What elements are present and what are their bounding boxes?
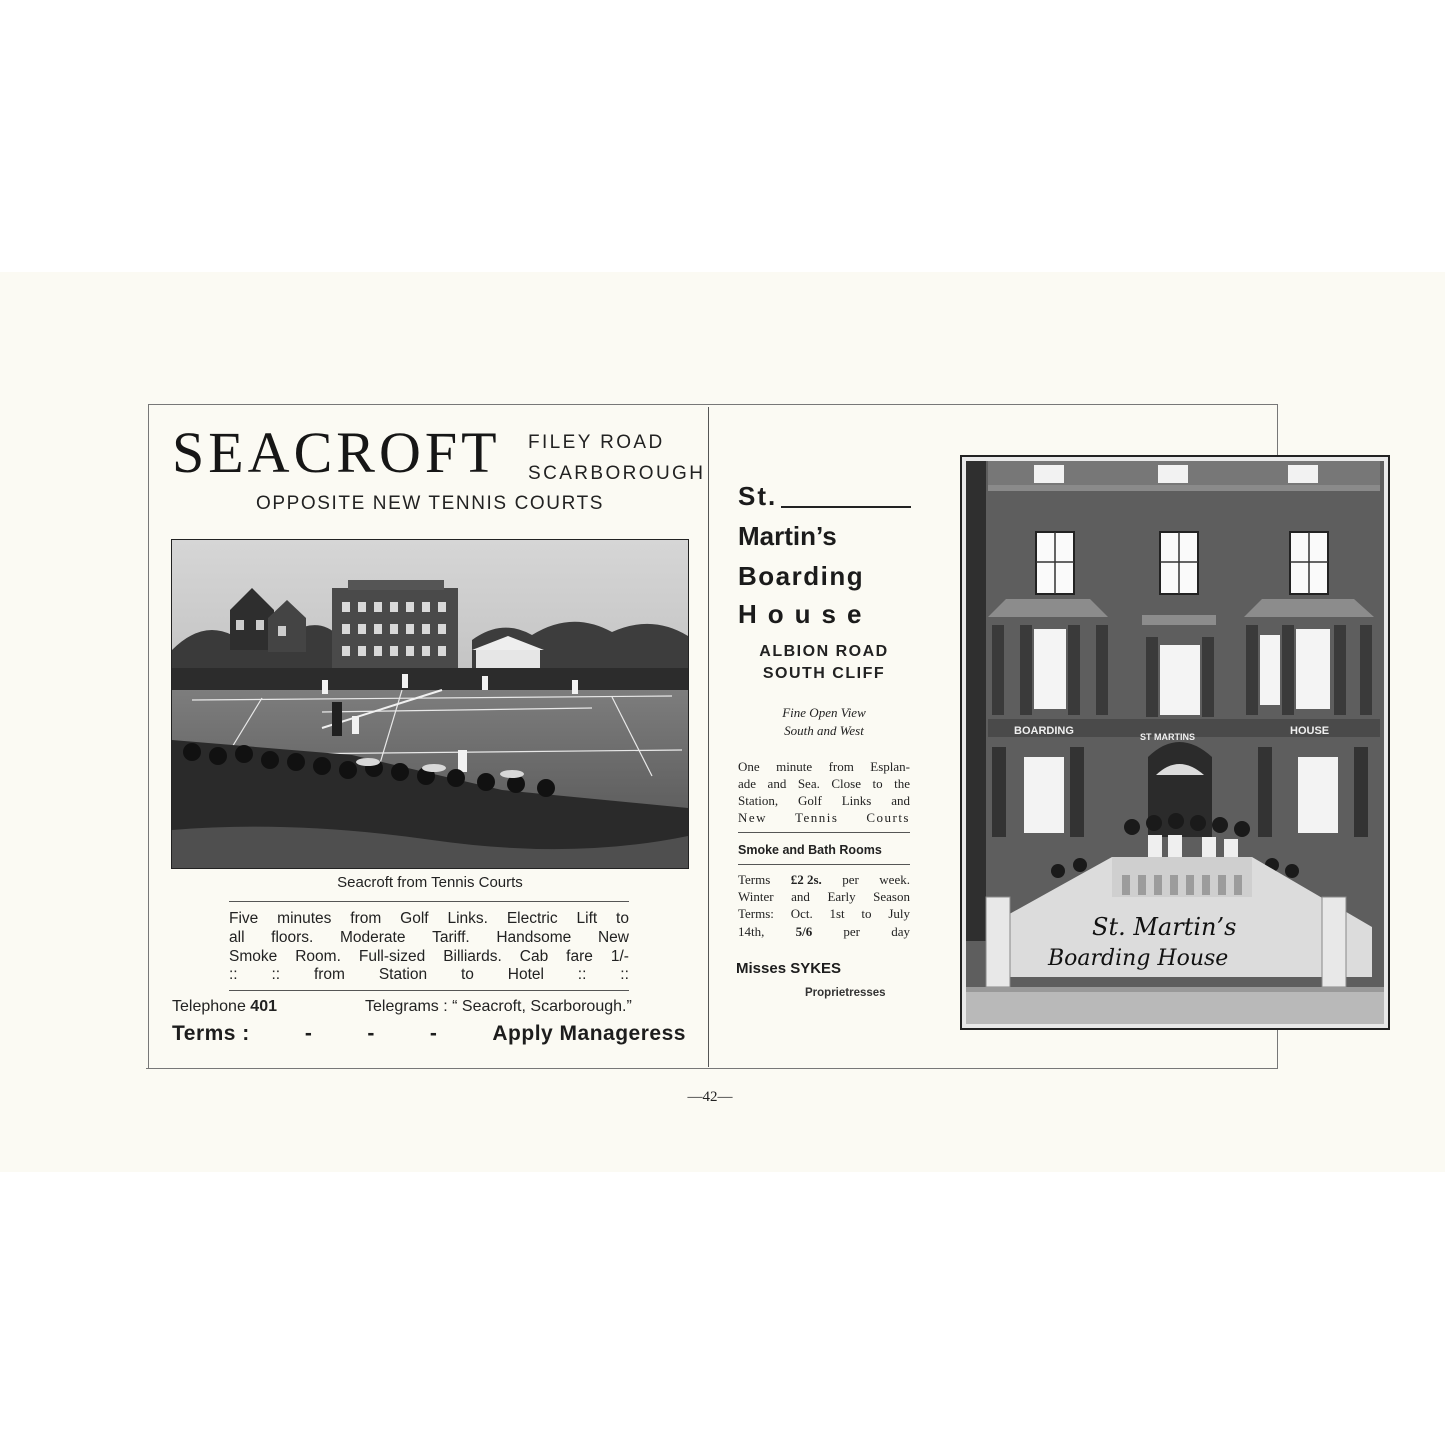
word: Hotel (507, 966, 544, 983)
seacroft-description-line-1 (229, 911, 629, 927)
word: day (891, 924, 910, 939)
word: :: (577, 966, 587, 983)
word: Early (827, 889, 856, 904)
word: 1st (829, 906, 845, 921)
word: Golf (797, 793, 822, 808)
title-line: Martin’s (738, 521, 837, 551)
terms-value: Apply Manageress (492, 1022, 686, 1045)
telephone-number: 401 (250, 998, 277, 1015)
terms-line-4 (738, 925, 910, 938)
title-underline (781, 506, 911, 508)
location-line-3 (738, 794, 910, 807)
word: Tariff. (432, 929, 470, 946)
word: Oct. (790, 906, 813, 921)
frame-top-rule (148, 404, 1278, 405)
terms-dash: - (304, 1022, 313, 1045)
word: 1/- (610, 948, 629, 965)
word: and (767, 776, 787, 791)
terms-line-2 (738, 890, 910, 903)
word: Station, (738, 793, 779, 808)
seacroft-address-road: FILEY ROAD (528, 432, 665, 453)
telephone-label: Telephone (172, 998, 246, 1015)
word: :: (620, 966, 629, 983)
title-word-martins (738, 523, 910, 549)
proprietors-title: Proprietresses (805, 987, 886, 999)
word: Courts (866, 810, 910, 825)
word: Links. (447, 910, 488, 927)
st-martins-address-area: SOUTH CLIFF (762, 665, 886, 682)
painted-sign-line-2: Boarding House (1048, 946, 1229, 971)
word: New (738, 810, 768, 825)
word: One (738, 759, 760, 774)
telegrams: Telegrams : “ Seacroft, Scarborough.” (365, 998, 632, 1015)
tennis-courts-illustration (172, 540, 688, 868)
location-line-1 (738, 760, 910, 773)
photo-caption: Seacroft from Tennis Courts (337, 874, 523, 891)
terms-price: £2 2s. (790, 872, 822, 887)
word: to (616, 910, 629, 927)
terms-dash: - (367, 1022, 375, 1045)
word: :: (271, 966, 281, 983)
word: from (350, 910, 382, 927)
location-line-2 (738, 777, 910, 790)
terms-line-3 (738, 907, 910, 920)
st-martins-rule-1 (738, 832, 910, 833)
word: Cab (519, 948, 549, 965)
seacroft-terms-row (172, 1022, 686, 1046)
word: minutes (277, 910, 332, 927)
word: :: (229, 966, 238, 983)
title-line: House (738, 599, 873, 629)
word: Close (831, 776, 861, 791)
word: Full-sized (358, 948, 426, 965)
word: Station (378, 966, 428, 983)
word: Room. (295, 948, 341, 965)
seacroft-tagline: OPPOSITE NEW TENNIS COURTS (255, 493, 605, 514)
seacroft-description-rule (229, 990, 629, 991)
title-line: Boarding (738, 561, 865, 591)
sign-st-martins: ST MARTINS (1140, 732, 1195, 742)
word: the (894, 776, 910, 791)
sign-house: HOUSE (1290, 725, 1330, 737)
word: Five (229, 910, 259, 927)
view-line-2: South and West (784, 723, 864, 738)
boarding-house-photo (960, 455, 1390, 1030)
boarding-house-illustration (962, 457, 1388, 1028)
word: fare (566, 948, 593, 965)
terms-line-1 (738, 873, 910, 886)
page-number: —42— (687, 1089, 733, 1105)
word: Handsome (496, 929, 572, 946)
terms-label: Terms : (172, 1022, 250, 1045)
frame-left-rule (148, 404, 149, 1068)
word: Smoke (229, 948, 278, 965)
word: ade (738, 776, 757, 791)
word: Season (873, 889, 910, 904)
seacroft-description-line-3 (229, 949, 629, 965)
seacroft-description-line-4 (229, 967, 629, 983)
view-line-1: Fine Open View (782, 705, 866, 720)
word: from (313, 966, 345, 983)
seacroft-caption-rule (229, 901, 629, 902)
st-martins-title-st (738, 481, 911, 512)
word: Sea. (797, 776, 820, 791)
word: floors. (271, 929, 314, 946)
word: Terms (738, 872, 771, 887)
frame-bottom-rule (146, 1068, 1278, 1069)
word: per (843, 924, 861, 939)
title-word-house (738, 601, 910, 627)
word: to (460, 966, 474, 983)
word: Billiards. (443, 948, 502, 965)
word: Esplan- (870, 759, 910, 774)
word: July (888, 906, 910, 921)
word: New (597, 929, 629, 946)
amenities: Smoke and Bath Rooms (738, 843, 882, 857)
word: week. (879, 872, 910, 887)
st-martins-address-road: ALBION ROAD (759, 643, 889, 660)
word: minute (776, 759, 813, 774)
word: Lift (576, 910, 598, 927)
word: Terms: (738, 906, 774, 921)
word: 14th, (738, 924, 765, 939)
seacroft-description-line-2 (229, 930, 629, 946)
st-martins-rule-2 (738, 864, 910, 865)
sign-boarding: BOARDING (1014, 725, 1074, 737)
word: and (891, 793, 910, 808)
word: Moderate (339, 929, 406, 946)
word: Tennis (794, 810, 839, 825)
tennis-courts-photo (171, 539, 689, 869)
daily-price: 5/6 (795, 924, 813, 939)
seacroft-title: SEACROFT (172, 420, 501, 485)
proprietors: Misses SYKES (736, 960, 842, 977)
word: per (842, 872, 859, 887)
word: to (861, 906, 872, 921)
painted-sign-line-1: St. Martin’s (1092, 913, 1237, 941)
word: and (791, 889, 810, 904)
title-st: St. (738, 481, 778, 511)
word: all (229, 929, 245, 946)
terms-dash: - (429, 1022, 438, 1045)
telephone (172, 998, 277, 1016)
column-divider (708, 407, 709, 1067)
word: from (828, 759, 854, 774)
seacroft-address-town: SCARBOROUGH (528, 463, 706, 484)
word: to (872, 776, 883, 791)
word: Electric (506, 910, 558, 927)
word: Golf (400, 910, 429, 927)
title-word-boarding (738, 563, 910, 589)
location-line-4 (738, 811, 910, 824)
word: Links (841, 793, 872, 808)
word: Winter (738, 889, 774, 904)
